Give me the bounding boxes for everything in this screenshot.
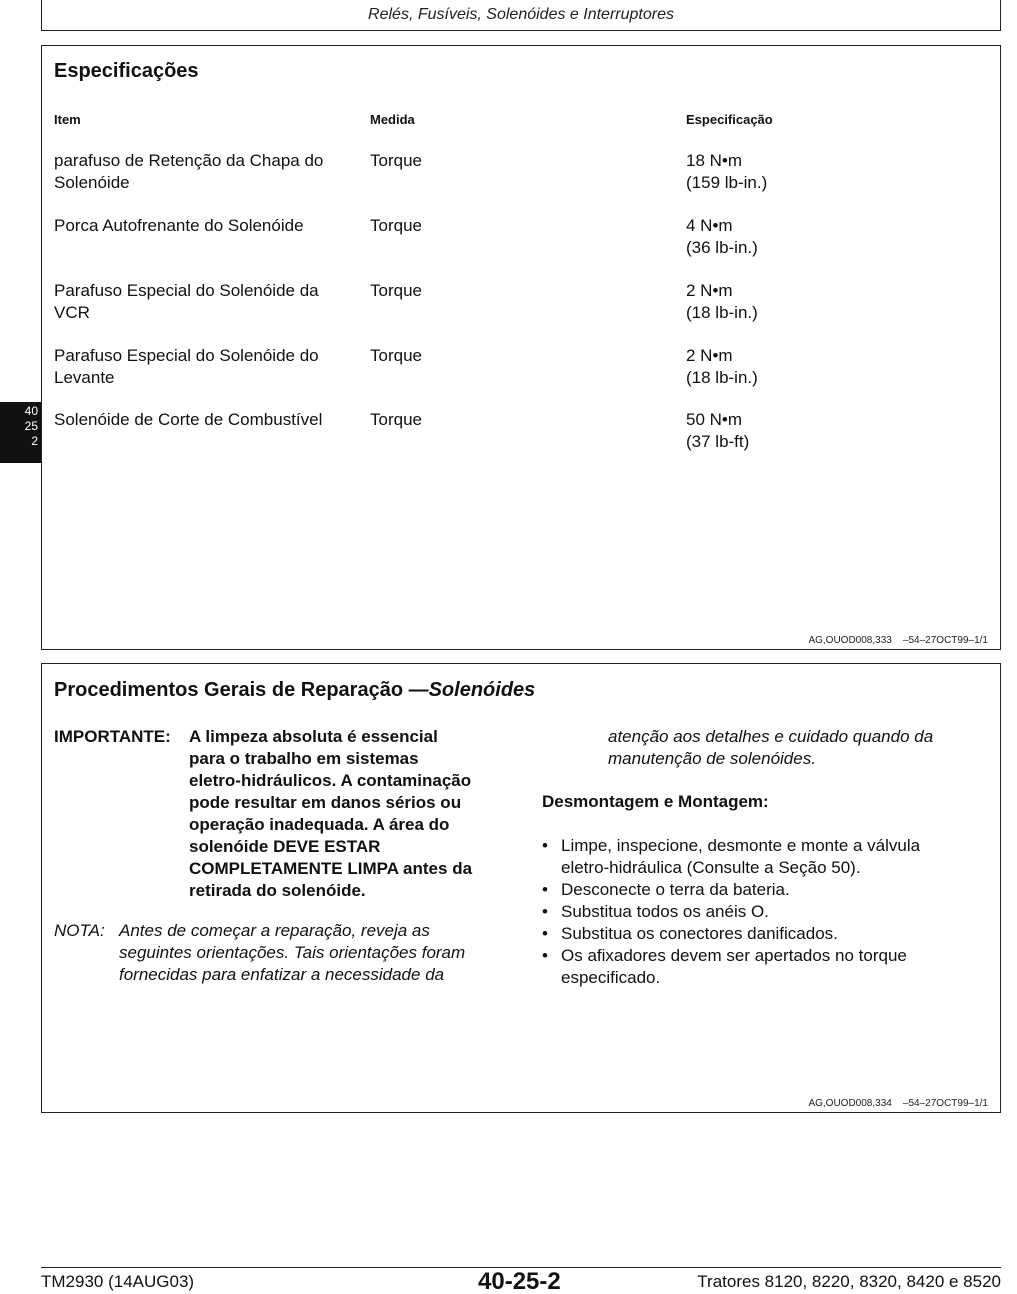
procedures-title-main: Procedimentos Gerais de Reparação —: [54, 679, 429, 701]
spec-item-line: Solenóide de Corte de Combustível: [54, 410, 323, 429]
procedures-section: [41, 663, 1001, 1113]
spec-value-cell: [686, 280, 946, 324]
running-header-title: Relés, Fusíveis, Solenóides e Interruptores: [368, 6, 674, 23]
spec-value-line: (18 lb-in.): [686, 303, 758, 322]
bullet-icon: •: [542, 946, 548, 965]
spec-item-cell: [54, 150, 354, 194]
note-line: seguintes orientações. Tais orientações foram: [119, 943, 466, 962]
page-number: 40-25-2: [478, 1268, 561, 1294]
spec-item-line: Parafuso Especial do Solenóide do: [54, 346, 319, 365]
note-label: NOTA:: [54, 921, 105, 940]
product-models: Tratores 8120, 8220, 8320, 8420 e 8520: [697, 1272, 1001, 1291]
bullet-icon: •: [542, 902, 548, 921]
spec-measure-cell: Torque: [370, 410, 422, 429]
important-line: retirada do solenóide.: [189, 881, 366, 900]
spec-item-line: Porca Autofrenante do Solenóide: [54, 216, 304, 235]
spec-item-line: parafuso de Retenção da Chapa do: [54, 151, 324, 170]
spec-item-cell: [54, 409, 354, 431]
important-line: A limpeza absoluta é essencial: [189, 727, 438, 746]
important-line: operação inadequada. A área do: [189, 815, 450, 834]
spec-item-cell: [54, 280, 354, 324]
spec-measure-cell: Torque: [370, 346, 422, 365]
note-text: [119, 920, 514, 986]
spec-measure-cell: Torque: [370, 216, 422, 235]
bullet-line: Os afixadores devem ser apertados no torque: [561, 946, 907, 965]
specifications-title: Especificações: [54, 60, 199, 82]
tab-marker-line: 40: [24, 404, 38, 418]
note-line: manutenção de solenóides.: [608, 749, 816, 768]
spec-value-line: 18 N•m: [686, 151, 743, 170]
spec-value-line: (159 lb-in.): [686, 173, 768, 192]
spec-value-line: 2 N•m: [686, 346, 733, 365]
spec-value-line: 2 N•m: [686, 281, 733, 300]
tab-marker-line: 2: [31, 434, 38, 448]
important-line: eletro-hidráulicos. A contaminação: [189, 771, 472, 790]
procedures-title-italic: Solenóides: [428, 679, 536, 701]
spec-value-line: (18 lb-in.): [686, 368, 758, 387]
bullet-icon: •: [542, 880, 548, 899]
spec-item-line: Parafuso Especial do Solenóide da: [54, 281, 319, 300]
note-continuation: [608, 726, 988, 770]
spec-item-cell: [54, 345, 354, 389]
bullet-line: Limpe, inspecione, desmonte e monte a válvula: [561, 836, 921, 855]
note-line: Antes de começar a reparação, reveja as: [119, 921, 430, 940]
list-item: [542, 835, 982, 879]
column-header-spec: Especificação: [686, 112, 773, 127]
list-item: [542, 923, 982, 945]
disassembly-subheading: Desmontagem e Montagem:: [542, 792, 769, 811]
spec-item-line: Levante: [54, 368, 115, 387]
bullet-line: Substitua os conectores danificados.: [561, 924, 838, 943]
important-label: IMPORTANTE:: [54, 727, 171, 746]
important-text: [189, 726, 519, 902]
spec-measure-cell: Torque: [370, 151, 422, 170]
spec-value-cell: [686, 409, 946, 453]
spec-value-cell: [686, 215, 946, 259]
spec-value-cell: [686, 150, 946, 194]
document-reference: AG,OUOD008,333 –54–27OCT99–1/1: [808, 635, 988, 646]
important-line: pode resultar em danos sérios ou: [189, 793, 462, 812]
spec-value-cell: [686, 345, 946, 389]
bullet-line: eletro-hidráulica (Consulte a Seção 50).: [561, 858, 861, 877]
bullet-line: Desconecte o terra da bateria.: [561, 880, 790, 899]
important-line: solenóide DEVE ESTAR: [189, 837, 381, 856]
bullet-line: Substitua todos os anéis O.: [561, 902, 769, 921]
spec-value-line: 50 N•m: [686, 410, 743, 429]
specifications-section: [41, 45, 1001, 650]
list-item: [542, 901, 982, 923]
section-tab-marker: [0, 402, 41, 463]
column-header-item: Item: [54, 112, 81, 127]
page-footer: [41, 1267, 1001, 1294]
tab-marker-line: 25: [24, 419, 38, 433]
spec-value-line: (37 lb-ft): [686, 432, 750, 451]
bullet-line: especificado.: [561, 968, 661, 987]
spec-item-line: VCR: [54, 303, 90, 322]
spec-value-line: 4 N•m: [686, 216, 733, 235]
bullet-icon: •: [542, 924, 548, 943]
spec-measure-cell: Torque: [370, 281, 422, 300]
procedure-bullet-list: [542, 835, 982, 989]
spec-value-line: (36 lb-in.): [686, 238, 758, 257]
document-reference: AG,OUOD008,334 –54–27OCT99–1/1: [808, 1098, 988, 1109]
note-line: fornecidas para enfatizar a necessidade da: [119, 965, 445, 984]
spec-item-line: Solenóide: [54, 173, 130, 192]
running-header: [41, 0, 1001, 31]
spec-item-cell: [54, 215, 354, 237]
column-header-measure: Medida: [370, 112, 415, 127]
list-item: [542, 879, 982, 901]
important-line: para o trabalho em sistemas: [189, 749, 419, 768]
important-line: COMPLETAMENTE LIMPA antes da: [189, 859, 473, 878]
note-line: atenção aos detalhes e cuidado quando da: [608, 727, 934, 746]
procedures-title: [54, 679, 535, 702]
list-item: [542, 945, 982, 989]
manual-code: TM2930 (14AUG03): [41, 1272, 195, 1291]
bullet-icon: •: [542, 836, 548, 855]
